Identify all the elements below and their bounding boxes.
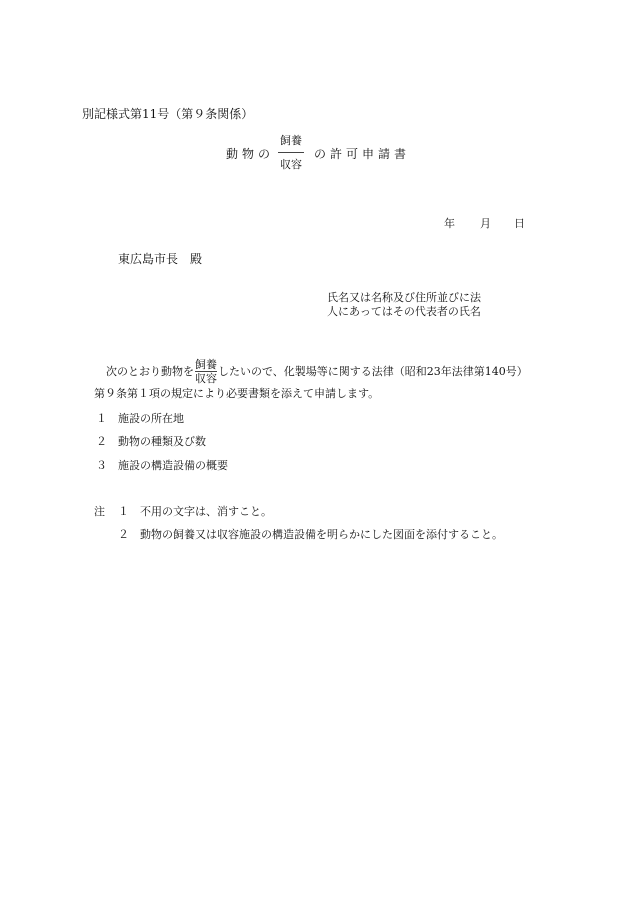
item-text: 施設の所在地 [118,412,184,425]
note-number: ２ [118,528,129,541]
note-text: 動物の飼養又は収容施設の構造設備を明らかにした図面を添付すること。 [140,528,503,541]
title-prefix: 動物の [226,147,275,161]
title-option-divider [278,152,304,153]
body-line-2: 第９条第１項の規定により必要書類を添えて申請します。 [94,387,380,400]
addressee: 東広島市長 殿 [118,252,203,266]
body-option-bottom: 収容 [195,371,217,385]
date-day-label: 日 [514,217,525,230]
title-option-bottom: 収容 [280,158,302,171]
list-item [96,459,228,472]
applicant-line-1: 氏名又は名称及び住所並びに法 [327,291,481,304]
date-month-label: 月 [480,217,491,230]
list-item [96,435,206,448]
body-option-stack [195,359,217,384]
note-item [118,528,503,541]
notes-label: 注 [94,505,105,518]
applicant-line-2: 人にあってはその代表者の氏名 [327,305,481,318]
item-text: 動物の種類及び数 [118,435,206,448]
form-label: 別記様式第11号（第９条関係） [82,107,254,121]
body-line-1-prefix: 次のとおり動物を [106,364,194,378]
body-option-top: 飼養 [195,357,217,371]
note-text: 不用の文字は、消すこと。 [140,505,272,518]
list-item [96,412,184,425]
title-option-top: 飼養 [280,134,302,147]
item-text: 施設の構造設備の概要 [118,459,228,472]
item-number: ２ [96,435,107,448]
item-number: １ [96,412,107,425]
date-year-label: 年 [444,217,455,230]
note-number: １ [118,505,129,518]
note-item [118,505,272,518]
title-suffix: の許可申請書 [314,147,411,161]
body-line-1-suffix: したいので、化製場等に関する法律（昭和23年法律第140号） [218,364,528,378]
title-option-stack [278,134,304,171]
item-number: ３ [96,459,107,472]
body-line-1 [106,358,528,384]
